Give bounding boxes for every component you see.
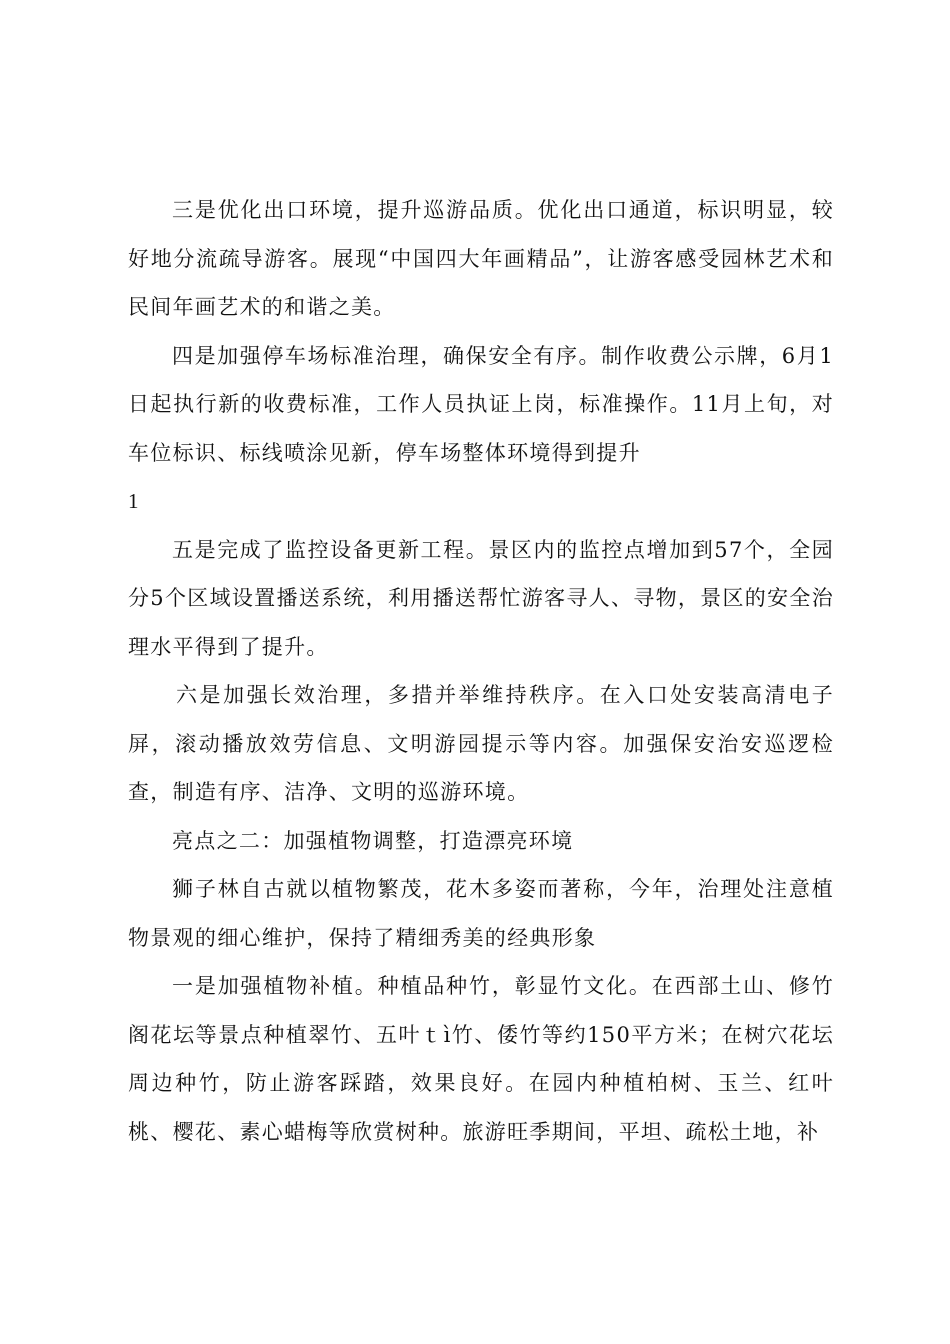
paragraph-plant-replanting: 一是加强植物补植。种植品种竹，彰显竹文化。在西部土山、修竹阁花坛等景点种植翠竹、五叶ｔì竹、倭竹等约150平方米；在树穴花坛周边种竹，防止游客踩踏，效果良好。在园内种植柏树、玉兰、红叶桃、樱花、素心蜡梅等欣赏树种。旅游旺季期间，平坦、疏松土地，补 bbox=[128, 974, 834, 1144]
document-body bbox=[128, 186, 834, 1156]
section-heading-highlight-two: 亮点之二：加强植物调整，打造漂亮环境 bbox=[172, 828, 574, 853]
paragraph-parking-management: 四是加强停车场标准治理，确保安全有序。制作收费公示牌，6月1日起执行新的收费标准，工作人员执证上岗，标准操作。11月上旬，对车位标识、标线喷涂见新，停车场整体环境得到提升 bbox=[128, 343, 834, 465]
paragraph-monitoring-upgrade: 五是完成了监控设备更新工程。景区内的监控点增加到57个，全园分5个区域设置播送系统，利用播送帮忙游客寻人、寻物，景区的安全治理水平得到了提升。 bbox=[128, 537, 834, 659]
paragraph-plant-landscape: 狮子林自古就以植物繁茂，花木多姿而著称，今年，治理处注意植物景观的细心维护，保持了精细秀美的经典形象 bbox=[128, 877, 834, 950]
paragraph-exit-environment: 三是优化出口环境，提升巡游品质。优化出口通道，标识明显，较好地分流疏导游客。展现“中国四大年画精品”，让游客感受园林艺术和民间年画艺术的和谐之美。 bbox=[128, 198, 834, 319]
page-number: 1 bbox=[128, 489, 140, 513]
paragraph-long-term-management: 六是加强长效治理，多措并举维持秩序。在入口处安装高清电子屏，滚动播放效劳信息、文明游园提示等内容。加强保安治安巡逻检查，制造有序、洁净、文明的巡游环境。 bbox=[128, 683, 834, 804]
